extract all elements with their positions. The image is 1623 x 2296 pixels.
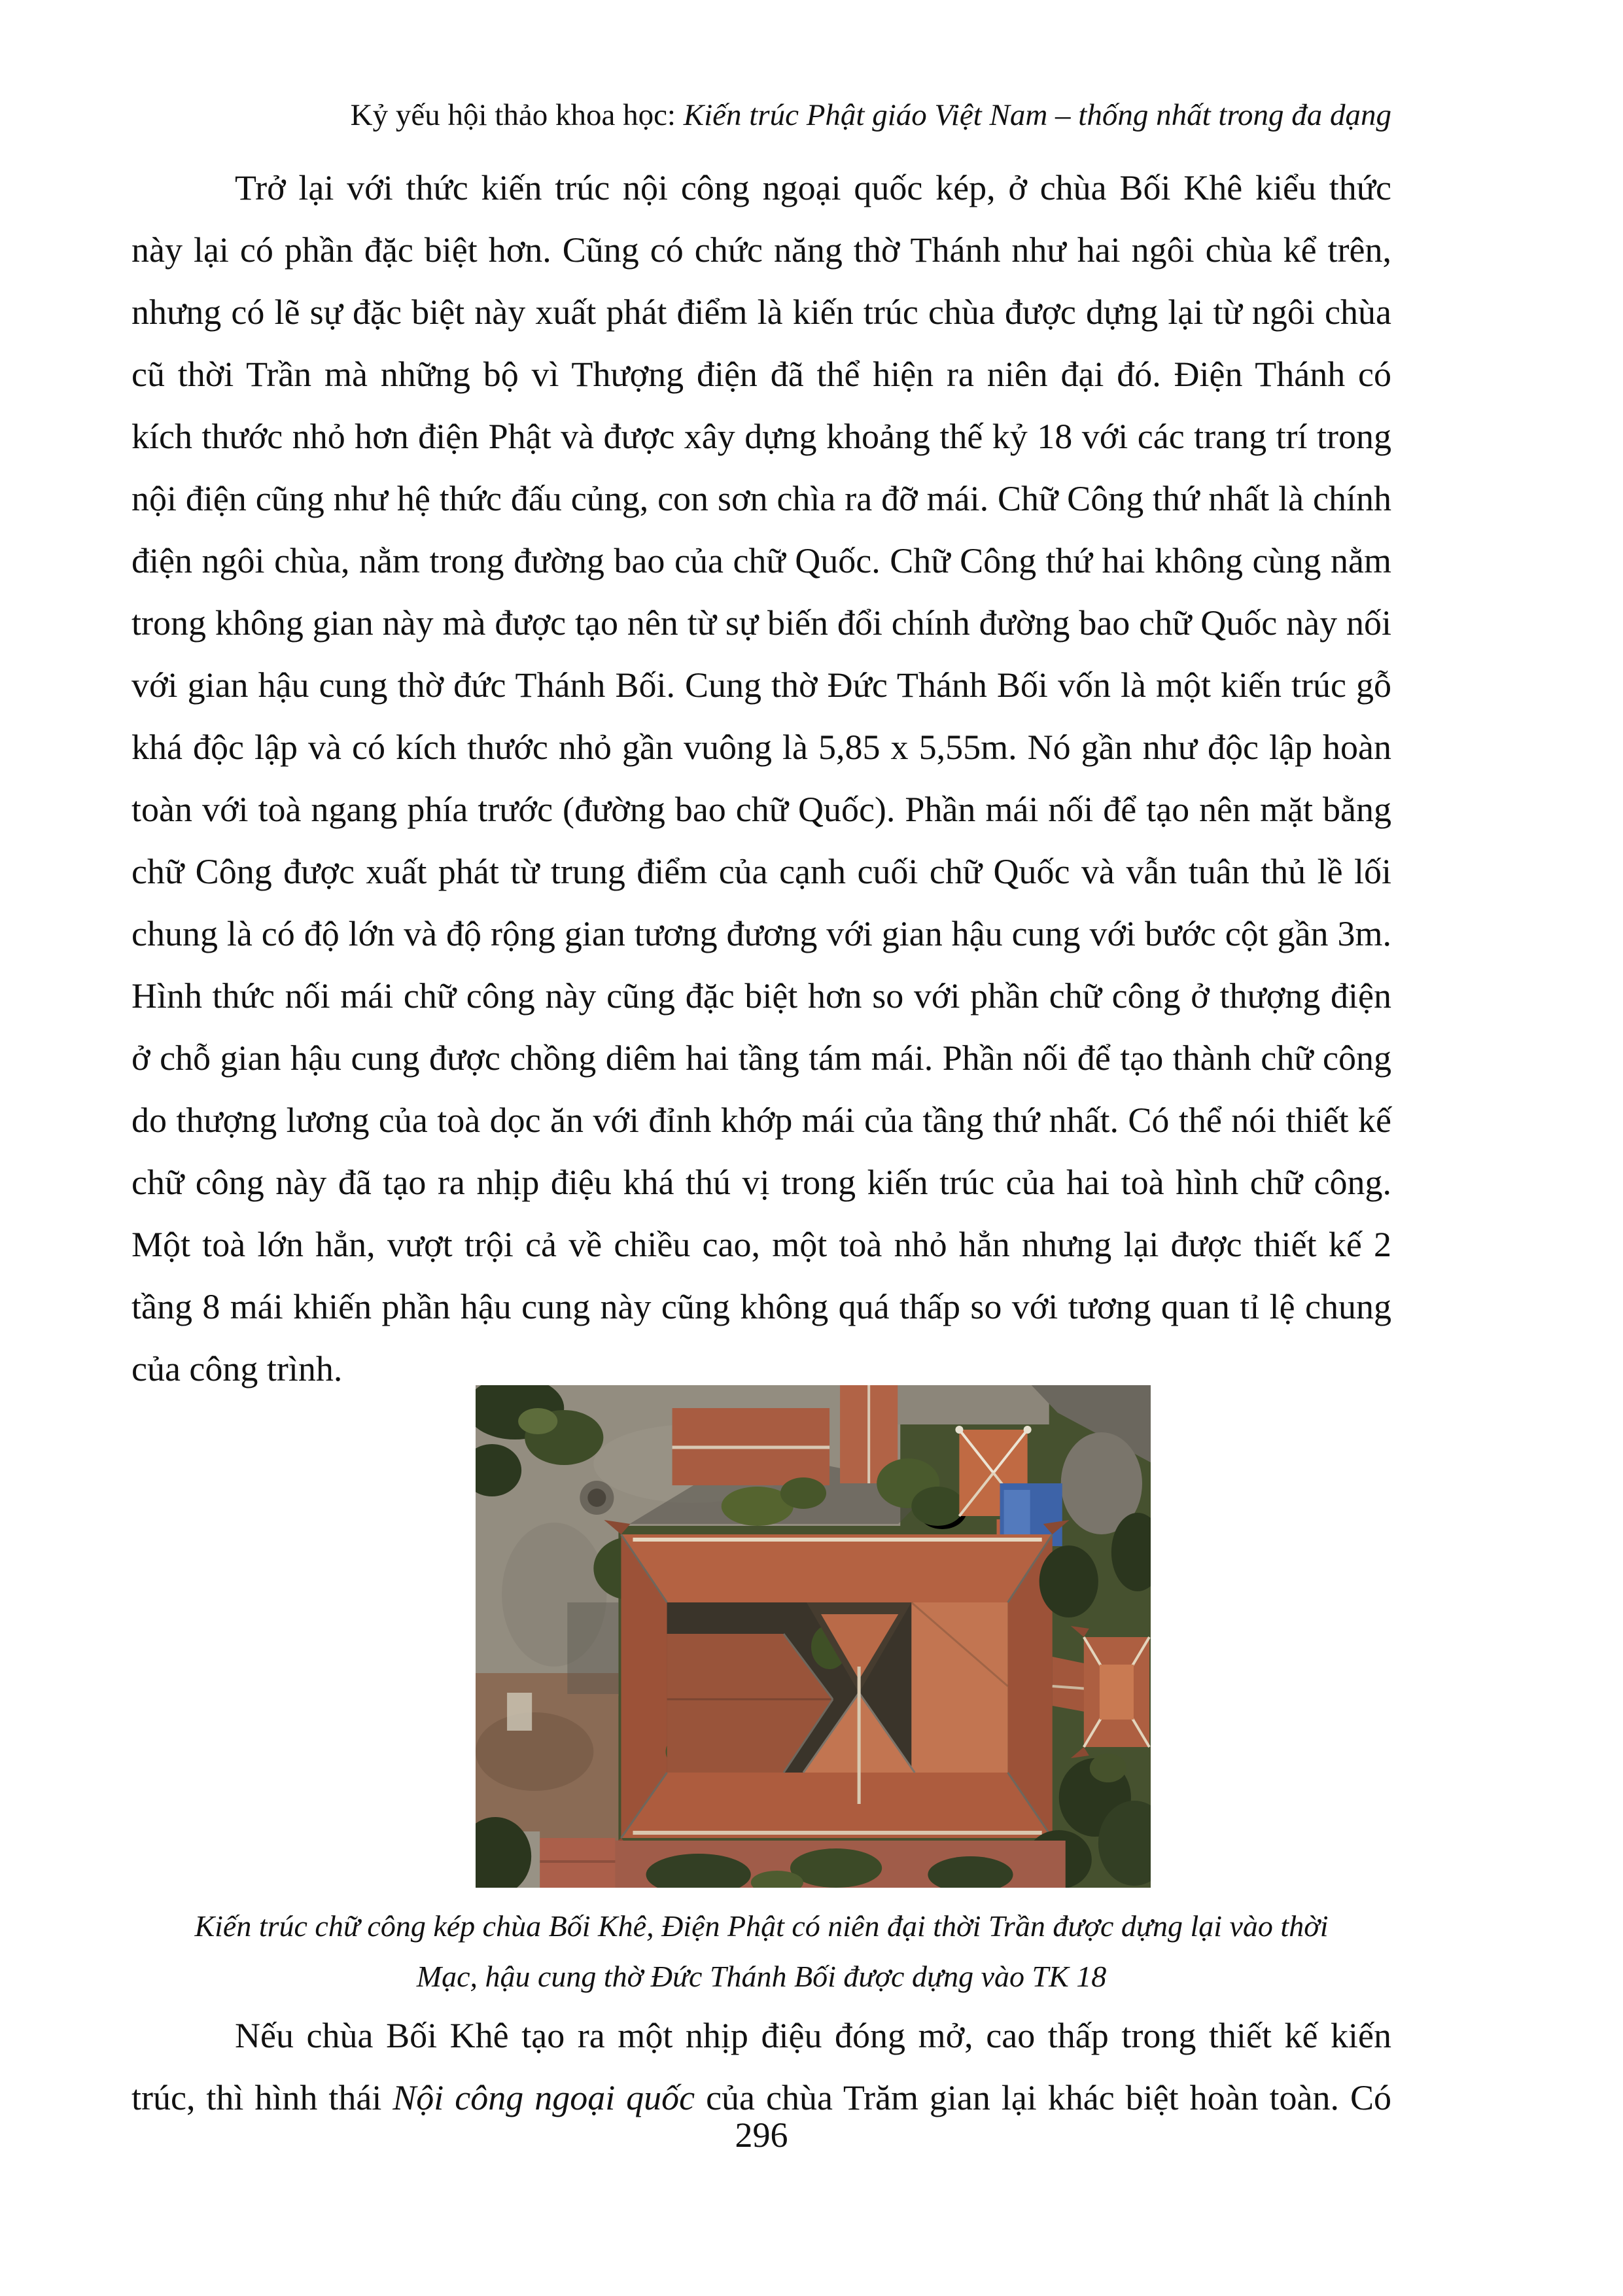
temple-aerial-photo [476, 1385, 1151, 1888]
running-header [131, 95, 1391, 135]
body-line: chữ Công được xuất phát từ trung điểm của cạnh cuối chữ Quốc và vẫn tuân thủ lề lối [131, 852, 1391, 891]
figure-caption [131, 1901, 1391, 2002]
body-line: chữ công này đã tạo ra nhịp điệu khá thú vị trong kiến trúc của hai toà hình chữ công. [131, 1163, 1391, 1202]
body-line: tầng 8 mái khiến phần hậu cung này cũng không quá thấp so với tương quan tỉ lệ chung [131, 1287, 1391, 1326]
body-line: này lại có phần đặc biệt hơn. Cũng có chức năng thờ Thánh như hai ngôi chùa kể trên, [131, 230, 1391, 270]
body-line: toàn với toà ngang phía trước (đường bao chữ Quốc). Phần mái nối để tạo nên mặt bằng [131, 790, 1391, 829]
tree [1039, 1545, 1098, 1617]
body-line: Hình thức nối mái chữ công này cũng đặc biệt hơn so với phần chữ công ở thượng điện [131, 976, 1391, 1016]
body-line-segment: trúc, thì hình thái [131, 2078, 393, 2117]
body-line: do thượng lương của toà dọc ăn với đỉnh khớp mái của tầng thứ nhất. Có thể nói thiết kế [131, 1101, 1391, 1140]
body-line: ở chỗ gian hậu cung được chồng diêm hai tầng tám mái. Phần nối để tạo thành chữ công [131, 1038, 1391, 1078]
body-line: nội điện cũng như hệ thức đấu củng, con sơn chìa ra đỡ mái. Chữ Công thứ nhất là chính [131, 479, 1391, 518]
main-roof-top-plane [621, 1534, 1052, 1602]
header-prefix: Kỷ yếu hội thảo khoa học: [350, 98, 684, 132]
body-line: chung là có độ lớn và độ rộng gian tương đương với gian hậu cung với bước cột gần 3m. [131, 914, 1391, 953]
aerial-photo-illustration [476, 1385, 1151, 1888]
body-line: nhưng có lẽ sự đặc biệt này xuất phát điểm là kiến trúc chùa được dựng lại từ ngôi chùa [131, 292, 1391, 332]
body-line: với gian hậu cung thờ đức Thánh Bối. Cung thờ Đức Thánh Bối vốn là một kiến trúc gỗ [131, 665, 1391, 705]
header-proceedings-title: Kiến trúc Phật giáo Việt Nam – thống nhất trong đa dạng [683, 98, 1391, 132]
body-line: Nếu chùa Bối Khê tạo ra một nhịp điệu đóng mở, cao thấp trong thiết kế kiến [235, 2016, 1391, 2055]
rear-tower-upper-tier [1100, 1665, 1134, 1720]
body-line: khá độc lập và có kích thước nhỏ gần vuông là 5,85 x 5,55m. Nó gần như độc lập hoàn [131, 728, 1391, 767]
figure-caption-line: Mạc, hậu cung thờ Đức Thánh Bối được dựng vào TK 18 [416, 1960, 1107, 1993]
page-number: 296 [735, 2115, 788, 2155]
body-line: điện ngôi chùa, nằm trong đường bao của chữ Quốc. Chữ Công thứ hai không cùng nằm [131, 541, 1391, 580]
body-line: Trở lại với thức kiến trúc nội công ngoại quốc kép, ở chùa Bối Khê kiểu thức [235, 168, 1391, 207]
body-line: Một toà lớn hẳn, vượt trội cả về chiều cao, một toà nhỏ hẳn nhưng lại được thiết kế 2 [131, 1225, 1391, 1264]
body-line: trong không gian này mà được tạo nên từ sự biến đổi chính đường bao chữ Quốc này nối [131, 603, 1391, 643]
inner-right-roof [911, 1602, 1007, 1773]
body-line: kích thước nhỏ hơn điện Phật và được xây dựng khoảng thế kỷ 18 với các trang trí trong [131, 417, 1391, 456]
body-line: của công trình. [131, 1349, 343, 1388]
body-paragraph-1 [131, 157, 1391, 1400]
body-line-segment-italic: Nội công ngoại quốc [393, 2078, 695, 2117]
figure-caption-line: Kiến trúc chữ công kép chùa Bối Khê, Điện Phật có niên đại thời Trần được dựng lại vào thời [194, 1909, 1329, 1943]
main-roof-bottom-plane [621, 1773, 1052, 1838]
body-line: cũ thời Trần mà những bộ vì Thượng điện đã thể hiện ra niên đại đó. Điện Thánh có [131, 355, 1391, 394]
body-line-segment: của chùa Trăm gian lại khác biệt hoàn toàn. Có [695, 2078, 1391, 2117]
